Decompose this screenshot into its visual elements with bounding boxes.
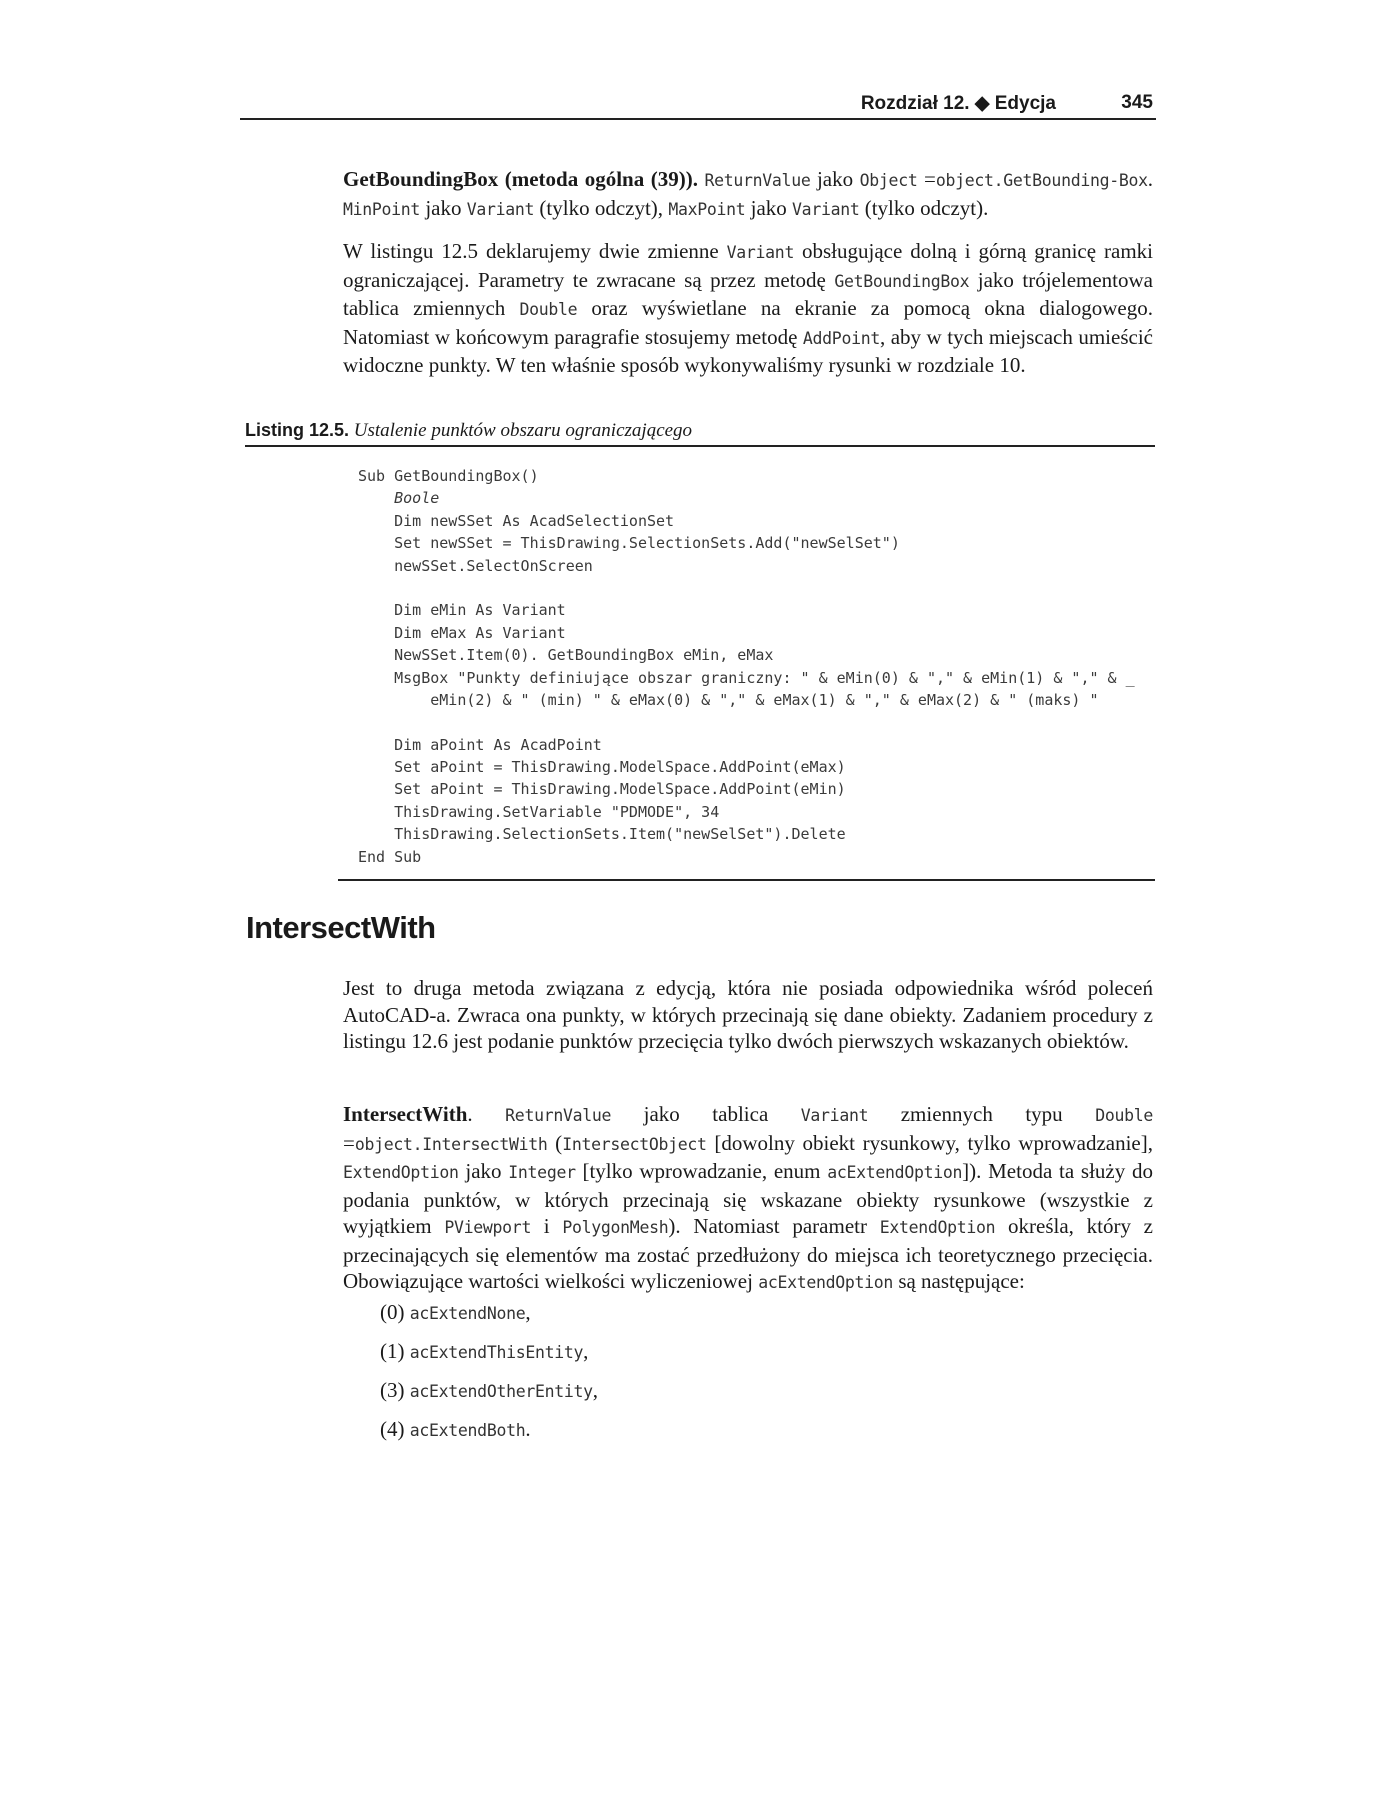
code-term: PolygonMesh	[562, 1218, 669, 1237]
text: .	[1147, 167, 1154, 191]
code-term: Object	[859, 171, 918, 190]
text: jako	[458, 1159, 509, 1183]
text: (tylko odczyt).	[859, 195, 989, 220]
listing-label: Listing 12.5.	[245, 420, 350, 440]
list-item	[380, 1378, 598, 1417]
code-line	[358, 577, 1158, 599]
text: W listingu 12.5 deklarujemy dwie zmienne	[343, 239, 727, 263]
code-line: End Sub	[358, 847, 422, 866]
text: zmiennych typu	[868, 1102, 1096, 1126]
code-line: MsgBox "Punkty definiujące obszar graniczny: " & eMin(0) & "," & eMin(1) & "," & _	[358, 668, 1135, 687]
code-line: newSSet.SelectOnScreen	[358, 556, 593, 575]
text: jako	[420, 195, 467, 220]
code-term: acExtendOption	[758, 1273, 894, 1292]
text: jako	[810, 167, 860, 191]
enum-value: acExtendBoth	[409, 1421, 526, 1440]
method-name: IntersectWith	[343, 1102, 468, 1126]
code-line: Dim eMax As Variant	[358, 623, 566, 642]
code-line: Dim eMin As Variant	[358, 601, 566, 620]
code-line: Dim aPoint As AcadPoint	[358, 735, 602, 754]
list-item	[380, 1300, 598, 1339]
text: .	[467, 1102, 506, 1126]
code-term: IntersectObject	[562, 1134, 707, 1154]
punctuation: .	[525, 1417, 531, 1441]
text: są następujące:	[893, 1269, 1025, 1293]
text: (	[547, 1130, 563, 1155]
text: oraz wyświetlane na ekranie za pomocą okna dialogowego. Natomiast w końcowym paragrafie stosujemy metodę	[343, 296, 1153, 349]
paragraph-listing-description	[343, 238, 1153, 379]
code-term: object.IntersectWith	[354, 1134, 548, 1154]
item-number: (0)	[380, 1300, 405, 1324]
text: ). Natomiast parametr	[668, 1214, 880, 1238]
code-term: GetBoundingBox	[834, 271, 970, 291]
code-term: MaxPoint	[668, 199, 746, 219]
text: i	[531, 1214, 563, 1238]
code-term: ExtendOption	[879, 1218, 996, 1237]
code-term: MinPoint	[343, 199, 421, 219]
extend-options-list	[380, 1300, 598, 1456]
item-number: (3)	[380, 1378, 405, 1402]
code-line: Set aPoint = ThisDrawing.ModelSpace.AddPoint(eMax)	[358, 758, 846, 777]
code-line: ThisDrawing.SetVariable "PDMODE", 34	[358, 802, 720, 821]
text: [dowolny obiekt rysunkowy, tylko wprowadzanie],	[706, 1130, 1153, 1155]
code-term: Double	[1095, 1106, 1153, 1125]
code-term: ExtendOption	[343, 1163, 459, 1182]
code-line: ThisDrawing.SelectionSets.Item("newSelSet").Delete	[358, 825, 846, 844]
code-term: Variant	[726, 243, 795, 262]
method-name: GetBoundingBox (metoda ogólna (39)).	[343, 167, 705, 191]
text: określa, który z przecinających się elementów ma zostać przedłużony do miejsca ich teoretycznego przecięcia. Obowiązujące wartości wielkości wyliczeniowej	[343, 1214, 1154, 1293]
running-header	[240, 92, 1156, 118]
text: obsługujące dolną i górną granicę ramki ograniczającej. Parametry te zwracane są przez metodę	[343, 239, 1153, 292]
text: ]). Metoda ta służy do podania punktów, w których przecinają się wskazane obiekty rysunkowe (wszystkie z wyjątkiem	[343, 1159, 1154, 1238]
code-line: NewSSet.Item(0). GetBoundingBox eMin, eMax	[358, 646, 774, 665]
code-term: Integer	[508, 1163, 576, 1182]
code-term: ReturnValue	[704, 171, 811, 190]
list-item	[380, 1417, 598, 1456]
code-term: AddPoint	[802, 328, 880, 348]
paragraph-intersectwith-definition	[343, 1101, 1153, 1297]
code-term: Variant	[800, 1106, 869, 1125]
text: jako tablica	[611, 1102, 801, 1126]
text: =	[917, 167, 936, 191]
item-number: (1)	[380, 1339, 405, 1363]
code-listing	[358, 465, 1158, 868]
enum-value: acExtendOtherEntity	[409, 1382, 593, 1401]
list-item	[380, 1339, 598, 1378]
text: jako trójelementowa tablica zmiennych	[343, 267, 1153, 320]
enum-value: acExtendNone	[409, 1304, 526, 1323]
enum-value: acExtendThisEntity	[409, 1343, 584, 1362]
code-line: Sub GetBoundingBox()	[358, 467, 539, 485]
code-term: acExtendOption	[827, 1163, 963, 1182]
page-number: 345	[1121, 92, 1153, 113]
code-term: Double	[519, 300, 578, 319]
text: [tylko wprowadzanie, enum	[575, 1159, 828, 1183]
code-line	[358, 711, 1158, 733]
code-term: ReturnValue	[505, 1106, 612, 1125]
text: jako	[745, 195, 793, 220]
header-rule	[240, 118, 1156, 120]
code-line: eMin(2) & " (min) " & eMax(0) & "," & eMax(1) & "," & eMax(2) & " (maks) "	[358, 690, 1099, 709]
code-term: Variant	[466, 199, 535, 219]
text: =	[343, 1130, 355, 1155]
text: , aby w tych miejscach umieścić widoczne punkty. W ten właśnie sposób wykonywaliśmy rysunki w rozdziale 10.	[343, 324, 1153, 377]
listing-caption	[245, 420, 1155, 442]
item-number: (4)	[380, 1417, 405, 1441]
code-line: Set aPoint = ThisDrawing.ModelSpace.AddPoint(eMin)	[358, 780, 846, 799]
punctuation: ,	[592, 1378, 599, 1402]
code-term: Variant	[792, 199, 860, 219]
section-heading: IntersectWith	[246, 910, 436, 945]
code-line: Set newSSet = ThisDrawing.SelectionSets.Add("newSelSet")	[358, 534, 900, 553]
paragraph-intersectwith-intro: Jest to druga metoda związana z edycją, która nie posiada odpowiednika wśród poleceń AutoCAD-a. Zwraca ona punkty, w których przecinają się dane obiekty. Zadaniem procedury z listingu 12.6 jest podanie punktów przecięcia tylko dwóch pierwszych wskazanych obiektów.	[343, 976, 1153, 1053]
paragraph-getboundingbox-definition	[343, 166, 1153, 223]
code-line: Dim newSSet As AcadSelectionSet	[358, 511, 675, 530]
punctuation: ,	[525, 1300, 531, 1324]
code-term: object.GetBounding-Box	[935, 171, 1148, 190]
code-line: Boole	[358, 489, 440, 508]
chapter-title: Rozdział 12. ◆ Edycja	[860, 93, 1056, 114]
code-term: PViewport	[444, 1218, 532, 1237]
listing-bottom-rule	[338, 879, 1155, 881]
punctuation: ,	[583, 1339, 589, 1363]
text: (tylko odczyt),	[534, 195, 669, 220]
listing-top-rule	[245, 445, 1155, 447]
listing-title: Ustalenie punktów obszaru ograniczającego	[353, 420, 693, 441]
